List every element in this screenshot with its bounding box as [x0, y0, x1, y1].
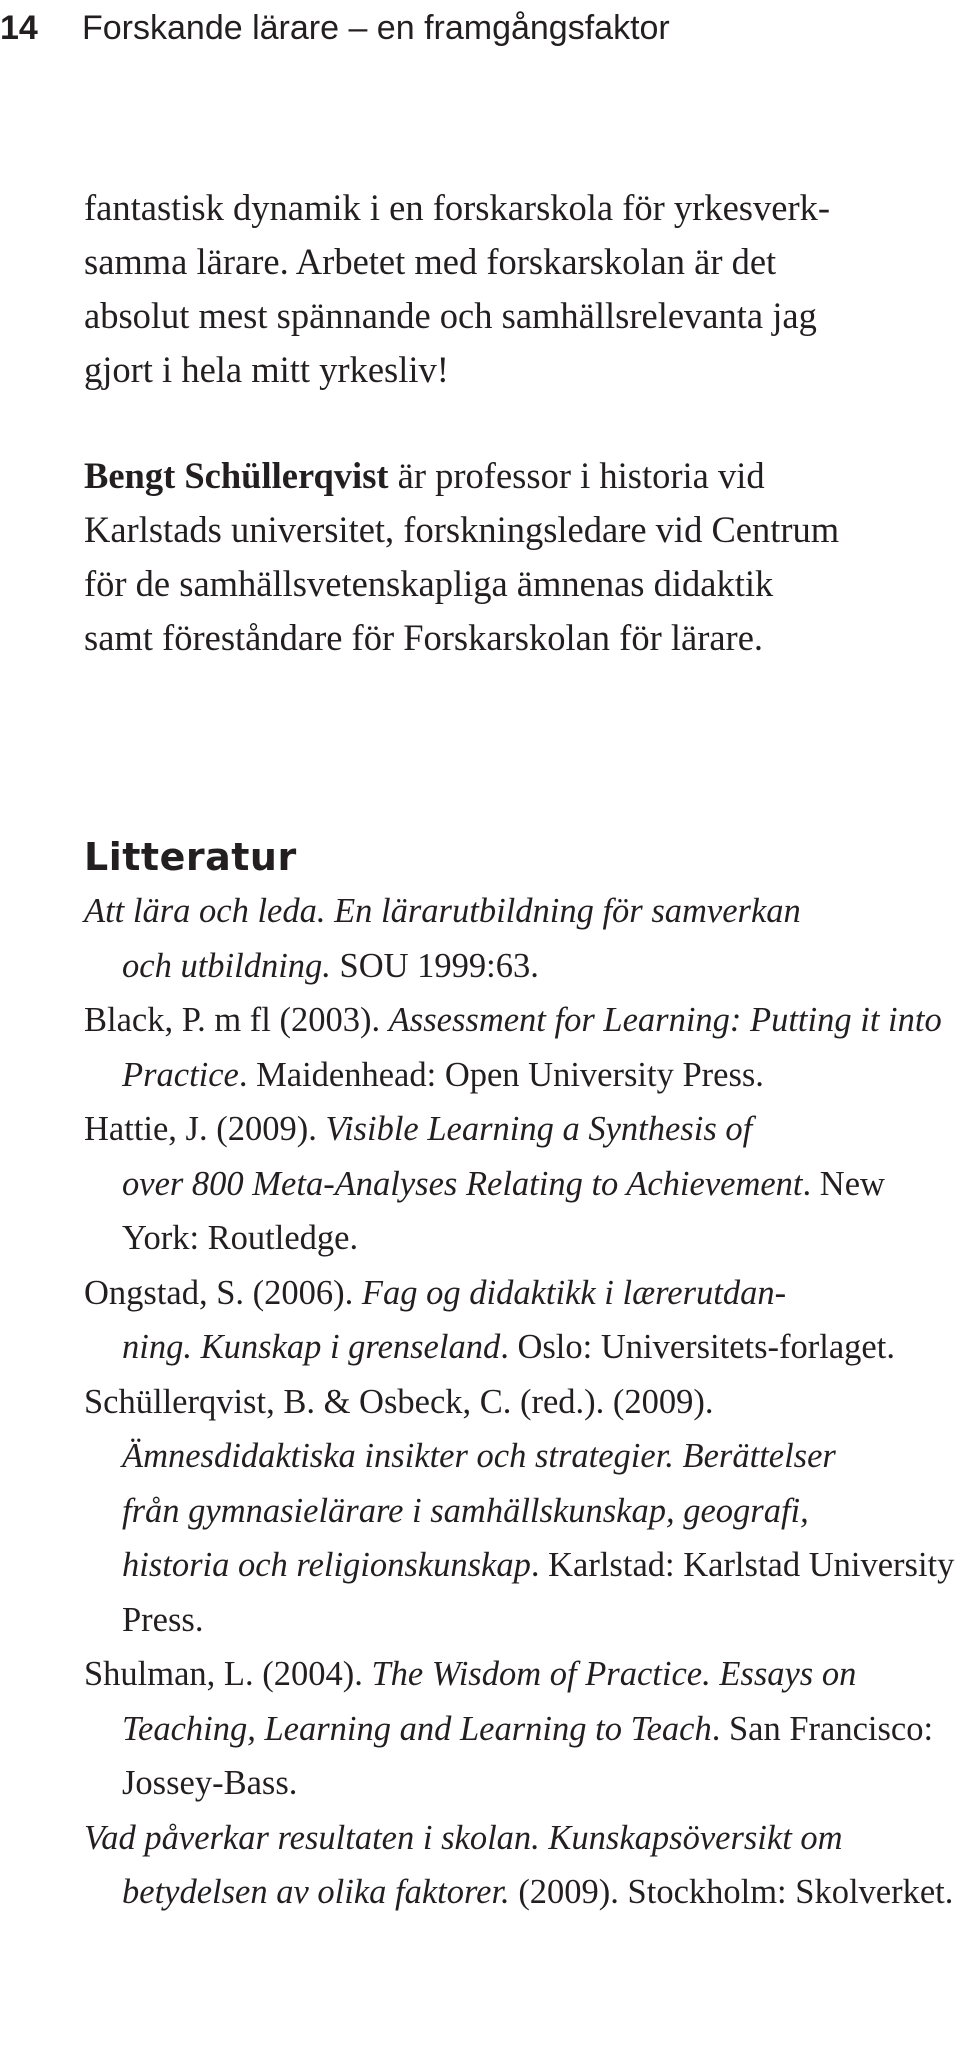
reference-author: Schüllerqvist, B. & Osbeck, C. (red.). (2009). — [84, 1382, 714, 1421]
reference-publisher: . Maidenhead: Open University Press. — [238, 1055, 764, 1094]
intro-line: gjort i hela mitt yrkesliv! — [84, 349, 449, 390]
reference-title-cont: historia och religionskunskap — [122, 1546, 531, 1584]
reference-title-cont: och utbildning. — [122, 946, 331, 985]
reference-entry — [84, 884, 960, 993]
reference-publisher: . New York: Routledge. — [122, 1164, 885, 1257]
reference-entry — [84, 1811, 960, 1920]
reference-title: Assessment for Learning: Putting it into Practice — [122, 1001, 942, 1094]
reference-title: Vad påverkar resultaten i skolan. Kunskapsöversikt om betydelsen av olika faktorer. — [84, 1818, 843, 1911]
reference-author: Hattie, J. (2009). — [84, 1110, 326, 1148]
reference-list — [84, 884, 960, 1920]
reference-entry — [84, 1266, 960, 1375]
reference-entry — [84, 1102, 960, 1266]
reference-title: Visible Learning a Synthesis of — [325, 1110, 753, 1148]
reference-author: Ongstad, S. (2006). — [84, 1273, 362, 1312]
reference-title: The Wisdom of Practice. Essays on Teaching, Learning and Learning to Teach — [122, 1655, 857, 1748]
reference-publisher: . Karlstad: Karlstad University Press. — [122, 1546, 955, 1639]
author-bio-paragraph — [84, 449, 960, 665]
reference-entry — [84, 993, 960, 1102]
literature-heading: Litteratur — [84, 835, 297, 879]
page-number: 14 — [0, 9, 38, 47]
intro-line: fantastisk dynamik i en forskarskola för yrkesverk- — [84, 187, 831, 228]
reference-title: Att lära och leda. En lärarutbildning för samverkan — [84, 892, 801, 930]
intro-line: samma lärare. Arbetet med forskarskolan är det — [84, 241, 777, 282]
running-header — [0, 8, 960, 48]
reference-title-cont: ning. Kunskap i grenseland — [122, 1328, 501, 1366]
reference-title-cont: från gymnasielärare i samhällskunskap, geografi, — [122, 1491, 809, 1530]
author-name: Bengt Schüllerqvist — [84, 455, 389, 496]
reference-publisher: . Oslo: Universitets-forlaget. — [500, 1328, 895, 1366]
intro-line: absolut mest spännande och samhällsrelevanta jag — [84, 295, 817, 336]
reference-publisher: (2009). Stockholm: Skolverket. — [509, 1873, 954, 1911]
reference-title-cont: over 800 Meta-Analyses Relating to Achievement — [122, 1164, 803, 1203]
bio-line: Karlstads universitet, forskningsledare vid Centrum — [84, 509, 840, 550]
reference-entry — [84, 1375, 960, 1648]
reference-entry — [84, 1647, 960, 1811]
bio-line: för de samhällsvetenskapliga ämnenas didaktik — [84, 563, 774, 604]
reference-author: Shulman, L. (2004). — [84, 1655, 372, 1693]
reference-publisher: SOU 1999:63. — [330, 946, 539, 985]
reference-title: Ämnesdidaktiska insikter och strategier. Berättelser — [122, 1437, 836, 1475]
intro-paragraph — [84, 181, 960, 397]
bio-line: samt föreståndare för Forskarskolan för lärare. — [84, 617, 764, 658]
bio-line — [84, 449, 960, 503]
reference-author: Black, P. m fl (2003). — [84, 1001, 389, 1039]
reference-title: Fag og didaktikk i lærerutdan- — [361, 1273, 787, 1312]
bio-line-rest: är professor i historia vid — [388, 455, 765, 496]
reference-publisher: . San Francisco: Jossey-Bass. — [122, 1709, 934, 1802]
running-title: Forskande lärare – en framgångsfaktor — [82, 9, 670, 47]
